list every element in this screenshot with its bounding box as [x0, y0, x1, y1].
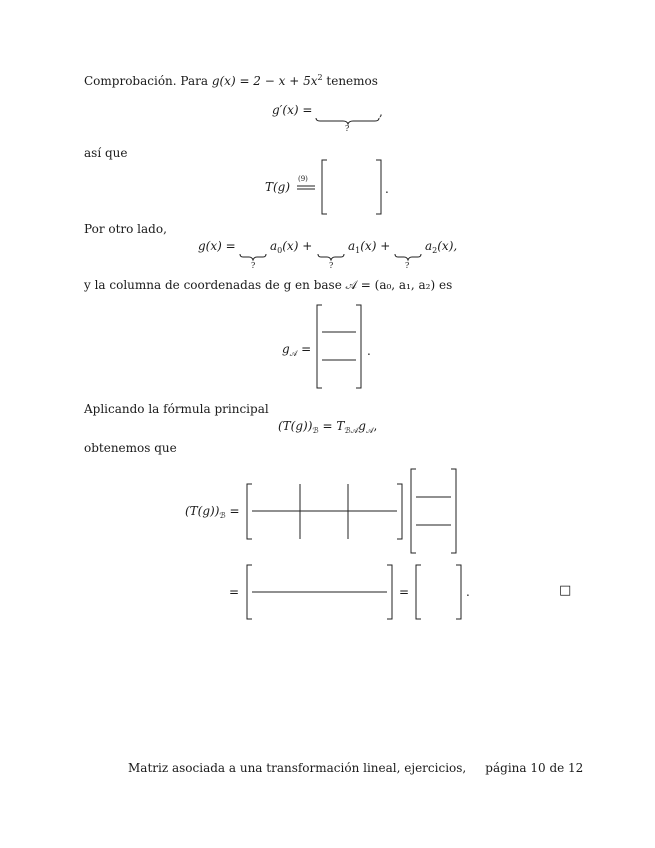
- g-exponent: 2: [317, 73, 323, 82]
- qmark-a1: ?: [329, 261, 334, 270]
- final-bracket-left: [416, 565, 421, 619]
- gA-period: .: [367, 344, 371, 358]
- Tg-bracket-right: [376, 160, 381, 214]
- Tg-bracket-left: [322, 160, 327, 214]
- g-definition: g(x) = 2 − x + 5x: [211, 74, 318, 88]
- final-period: .: [466, 585, 470, 599]
- columna-text: y la columna de coordenadas de g en base 𝒜 = (a₀, a₁, a₂) es: [84, 278, 453, 292]
- page-footer: Matriz asociada a una transformación lineal, ejercicios, página 10 de 12: [128, 761, 584, 775]
- TgB-label: $(T(g))_ℬ$ =: [185, 504, 240, 520]
- underbrace-a1: [318, 254, 344, 260]
- vec-bracket-right: [451, 469, 456, 553]
- qed-symbol: □: [559, 583, 572, 598]
- qmark-a2: ?: [405, 261, 410, 270]
- derivative-comma: ,: [379, 105, 383, 119]
- Tg-label: T(g): [265, 180, 291, 194]
- derivative-qmark: ?: [345, 124, 350, 133]
- result-bracket-right: [387, 565, 392, 619]
- a0-term: $a_0(x)$ +: [270, 239, 313, 255]
- derivative-lhs: g′(x) =: [272, 103, 313, 117]
- Tg-period: .: [385, 182, 389, 196]
- eq-sign-2: =: [399, 585, 410, 599]
- underbrace-derivative: [316, 118, 379, 124]
- T-bracket-right: [397, 484, 402, 539]
- equation-ref: (9): [298, 175, 308, 183]
- underbrace-a0: [240, 254, 266, 260]
- tenemos-text: tenemos: [326, 74, 378, 88]
- underbrace-a2: [395, 254, 421, 260]
- vec-bracket-left: [411, 469, 416, 553]
- asi-que-text: así que: [84, 146, 128, 160]
- intro-text: Comprobación. Para: [84, 74, 208, 88]
- por-otro-lado-text: Por otro lado,: [84, 222, 167, 236]
- aplicando-text: Aplicando la fórmula principal: [84, 402, 269, 416]
- gA-bracket-right: [356, 305, 361, 388]
- gA-bracket-left: [317, 305, 322, 388]
- gA-label: $g_𝒜$ =: [282, 342, 312, 358]
- gx-eq: g(x) =: [198, 239, 236, 253]
- main-formula: $(T(g))_ℬ = T_{ℬ𝒜}g_𝒜$,: [278, 419, 378, 435]
- T-bracket-left: [247, 484, 252, 539]
- qmark-a0: ?: [251, 261, 256, 270]
- result-bracket-left: [247, 565, 252, 619]
- obtenemos-text: obtenemos que: [84, 441, 177, 455]
- a2-term: $a_2(x)$,: [425, 239, 458, 255]
- eq-sign-1: =: [229, 585, 240, 599]
- final-bracket-right: [456, 565, 461, 619]
- a1-term: $a_1(x)$ +: [348, 239, 391, 255]
